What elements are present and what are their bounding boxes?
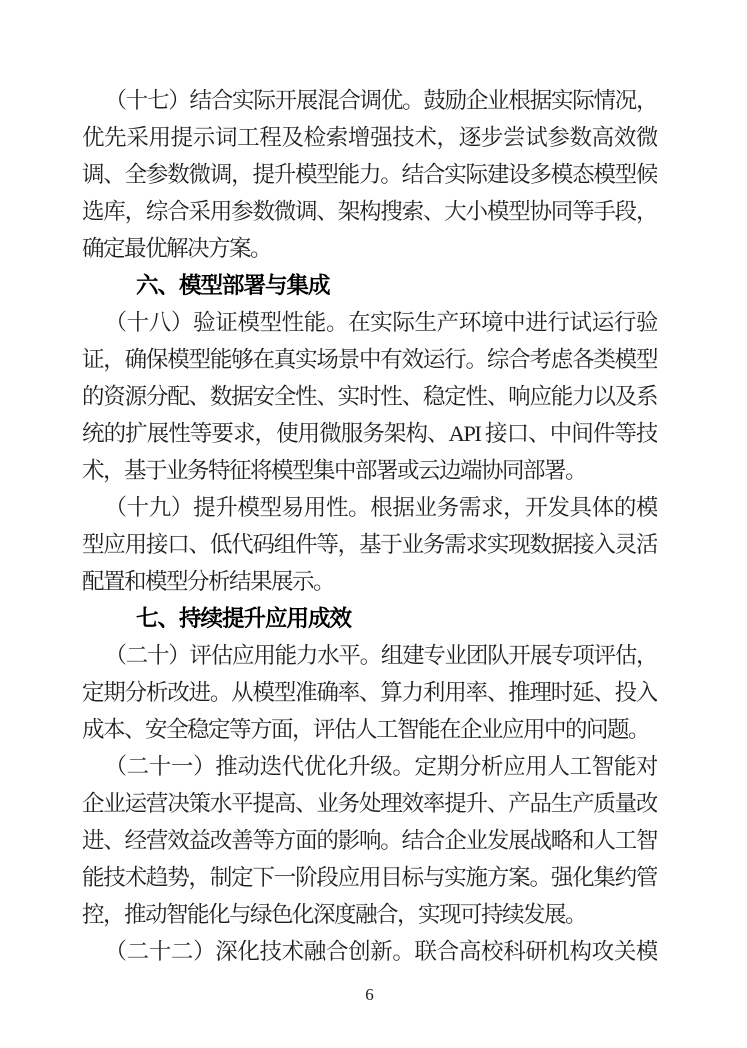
text-line: 进、经营效益改善等方面的影响。结合企业发展战略和人工智 (82, 828, 657, 853)
text-line: 企业运营决策水平提高、业务处理效率提升、产品生产质量改 (82, 791, 657, 816)
paragraph-item-21 (82, 748, 657, 933)
text-line: 能技术趋势，制定下一阶段应用目标与实施方案。强化集约管 (82, 865, 657, 890)
text-line: （十七）结合实际开展混合调优。鼓励企业根据实际情况， (104, 88, 657, 113)
text-line: 选库，综合采用参数微调、架构搜索、大小模型协同等手段， (82, 199, 657, 224)
text-line: 控，推动智能化与绿色化深度融合，实现可持续发展。 (82, 902, 587, 927)
page-number: 6 (365, 985, 374, 1004)
text-line: （二十一）推动迭代优化升级。定期分析应用人工智能对 (104, 754, 657, 779)
text-line: 型应用接口、低代码组件等，基于业务需求实现数据接入灵活 (82, 532, 657, 557)
text-line: （十八）验证模型性能。在实际生产环境中进行试运行验 (104, 310, 657, 335)
text-line: 优先采用提示词工程及检索增强技术，逐步尝试参数高效微 (82, 125, 657, 150)
section-heading-application-effect: 七、持续提升应用成效 (136, 606, 352, 631)
text-line: 确定最优解决方案。 (82, 236, 272, 261)
text-line: 成本、安全稳定等方面，评估人工智能在企业应用中的问题。 (82, 717, 650, 742)
text-line: 统的扩展性等要求，使用微服务架构、API 接口、中间件等技 (82, 421, 657, 446)
paragraph-item-18 (82, 304, 657, 489)
text-line: 证，确保模型能够在真实场景中有效运行。综合考虑各类模型 (82, 347, 657, 372)
text-line: 配置和模型分析结果展示。 (82, 569, 335, 594)
text-line: （二十二）深化技术融合创新。联合高校科研机构攻关模 (104, 939, 657, 964)
text-line: （十九）提升模型易用性。根据业务需求，开发具体的模 (104, 495, 657, 520)
paragraph-item-17 (82, 82, 657, 267)
section-heading-model-deployment: 六、模型部署与集成 (136, 273, 330, 298)
text-line: （二十）评估应用能力水平。组建专业团队开展专项评估， (104, 643, 657, 668)
text-line: 的资源分配、数据安全性、实时性、稳定性、响应能力以及系 (82, 384, 657, 409)
paragraph-item-19 (82, 489, 657, 600)
text-line: 术，基于业务特征将模型集中部署或云边端协同部署。 (82, 458, 587, 483)
text-line: 定期分析改进。从模型准确率、算力利用率、推理时延、投入 (82, 680, 657, 705)
paragraph-item-20 (82, 637, 657, 748)
text-line: 调、全参数微调，提升模型能力。结合实际建设多模态模型候 (82, 162, 657, 187)
paragraph-item-22 (82, 933, 657, 970)
